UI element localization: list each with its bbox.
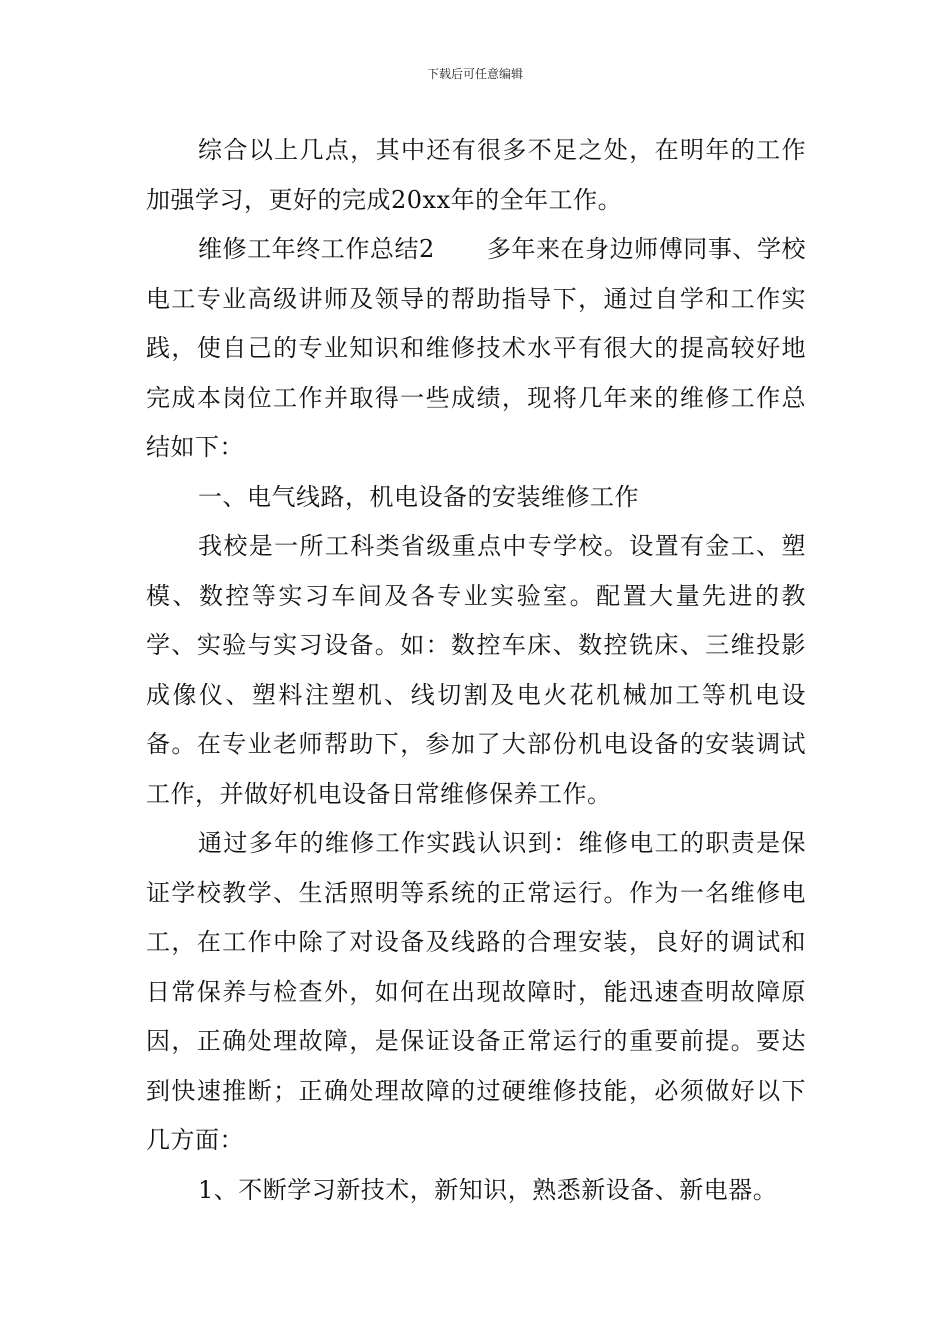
section-title: 维修工年终工作总结2 (198, 235, 435, 263)
list-item-1: 1、不断学习新技术，新知识，熟悉新设备、新电器。 (198, 1175, 778, 1204)
section-heading-1: 一、电气线路，机电设备的安装维修工作 (198, 482, 639, 511)
page-header: 下载后可任意编辑 (426, 67, 523, 81)
paragraph-2 (146, 225, 806, 473)
paragraph-3: 我校是一所工科类省级重点中专学校。设置有金工、塑模、数控等实习车间及各专业实验室。配置大量先进的教学、实验与实习设备。如：数控车床、数控铣床、三维投影成像仪、塑料注塑机、线切割及电火花机械加工等机电设备。在专业老师帮助下，参加了大部份机电设备的安装调试工作，并做好机电设备日常维修保养工作。 (146, 532, 806, 808)
paragraph-4: 通过多年的维修工作实践认识到：维修电工的职责是保证学校教学、生活照明等系统的正常运行。作为一名维修电工，在工作中除了对设备及线路的合理安装，良好的调试和日常保养与检查外，如何在出现故障时，能迅速查明故障原因，正确处理故障，是保证设备正常运行的重要前提。要达到快速推断；正确处理故障的过硬维修技能，必须做好以下几方面： (146, 829, 806, 1154)
paragraph-2-text: 多年来在身边师傅同事、学校电工专业高级讲师及领导的帮助指导下，通过自学和工作实践，使自己的专业知识和维修技术水平有很大的提高较好地完成本岗位工作并取得一些成绩，现将几年来的维修工作总结如下： (146, 235, 807, 461)
document-body (146, 126, 806, 1215)
paragraph-1: 综合以上几点，其中还有很多不足之处，在明年的工作加强学习，更好的完成20xx年的全年工作。 (146, 136, 806, 214)
